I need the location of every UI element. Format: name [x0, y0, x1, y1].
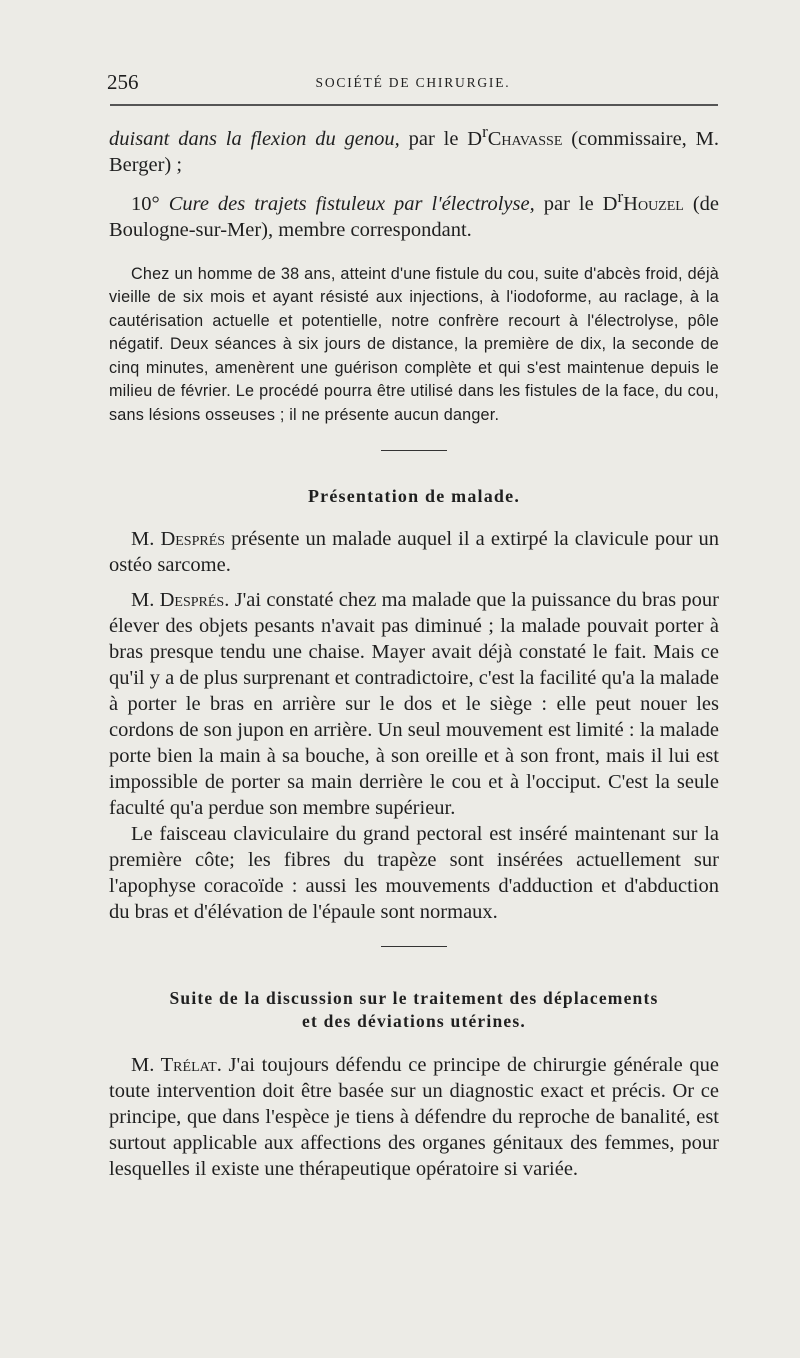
paragraph-presentation-3: Le faisceau claviculaire du grand pectoral est inséré maintenant sur la première côte; les fibres du trapèze sont insérées actuellement sur l'apophyse coracoïde : aussi les mouvements d'adduction et d'abduction du bras et d'élévation de l'épaule sont normaux.: [109, 823, 719, 924]
paragraph-presentation-1: M. Després présente un malade auquel il a extirpé la clavicule pour un ostéo sarcome.: [109, 528, 719, 577]
section-title-presentation: Présentation de malade.: [307, 486, 521, 507]
speaker-name: M. Trélat.: [131, 1054, 222, 1077]
paragraph-presentation-2: M. Després. J'ai constaté chez ma malade que la puissance du bras pour élever des objets pesants n'avait pas diminué ; la malade pouvait porter à bras presque tendu une chaise. Mayer avait déjà constaté le fait. Mais ce qu'il y a de plus surprenant et contradictoire, c'est la facilité qu'a la malade à porter le bras en arrière sur le dos et le siège : elle peut nouer les cordons de son jupon en arrière. Un seul mouvement est limité : la malade porte bien la main à sa bouche, à son oreille et à son front, mais il lui est impossible de porter sa main derrière le cou et à l'occiput. C'est la seule faculté qu'a perdue son membre supérieur.: [109, 589, 719, 820]
agenda-item-10: 10° Cure des trajets fistuleux par l'électrolyse, par le $D^rHouzel$ (de Boulogne-sur-Mer), membre correspondant.: [109, 186, 720, 241]
page-header: [107, 70, 719, 100]
section-divider: [381, 946, 447, 947]
item-9-author: Chavasse: [487, 127, 563, 150]
section-title-discussion: Suite de la discussion sur le traitement des déplacements et des déviations utérines.: [169, 988, 659, 1032]
header-rule: [110, 104, 718, 106]
running-title: SOCIÉTÉ DE CHIRURGIE.: [315, 75, 511, 90]
page-number: 256: [107, 70, 139, 94]
item-10-number: 10°: [131, 192, 160, 215]
paragraph-discussion-1: M. Trélat. J'ai toujours défendu ce principe de chirurgie générale que toute intervention doit être basée sur un diagnostic exact et précis. Or ce principe, que dans l'espèce je tiens à défendre du reproche de banalité, est surtout applicable aux affections des organes génitaux des femmes, pour lesquelles il existe une thérapeutique opératoire si variée.: [109, 1054, 719, 1181]
item-10-title: Cure des trajets fistuleux par l'électrolyse,: [168, 192, 535, 215]
section-divider: [381, 450, 447, 451]
agenda-item-9: duisant dans la flexion du genou, par le $D^rChavasse$ (commissaire, M. Berger) ;: [109, 122, 719, 176]
item-10-author: Houzel: [623, 192, 684, 215]
speaker-name: M. Després: [131, 528, 226, 551]
speaker-name: M. Després.: [131, 589, 230, 612]
item-9-title: duisant dans la flexion du genou,: [109, 127, 400, 150]
electrolysis-summary: Chez un homme de 38 ans, atteint d'une fistule du cou, suite d'abcès froid, déjà vieille de six mois et ayant résisté aux injections, à l'iodoforme, au raclage, à la cautérisation actuelle et potentielle, notre confrère recourt à l'électrolyse, pôle négatif. Deux séances à six jours de distance, la première de dix, la seconde de cinq minutes, amenèrent une guérison complète et qui s'est maintenue depuis le milieu de février. Le procédé pourra être utilisé dans les fistules de la face, du cou, sans lésions osseuses ; il ne présente aucun danger.: [109, 264, 719, 424]
page-body: [109, 119, 719, 1182]
